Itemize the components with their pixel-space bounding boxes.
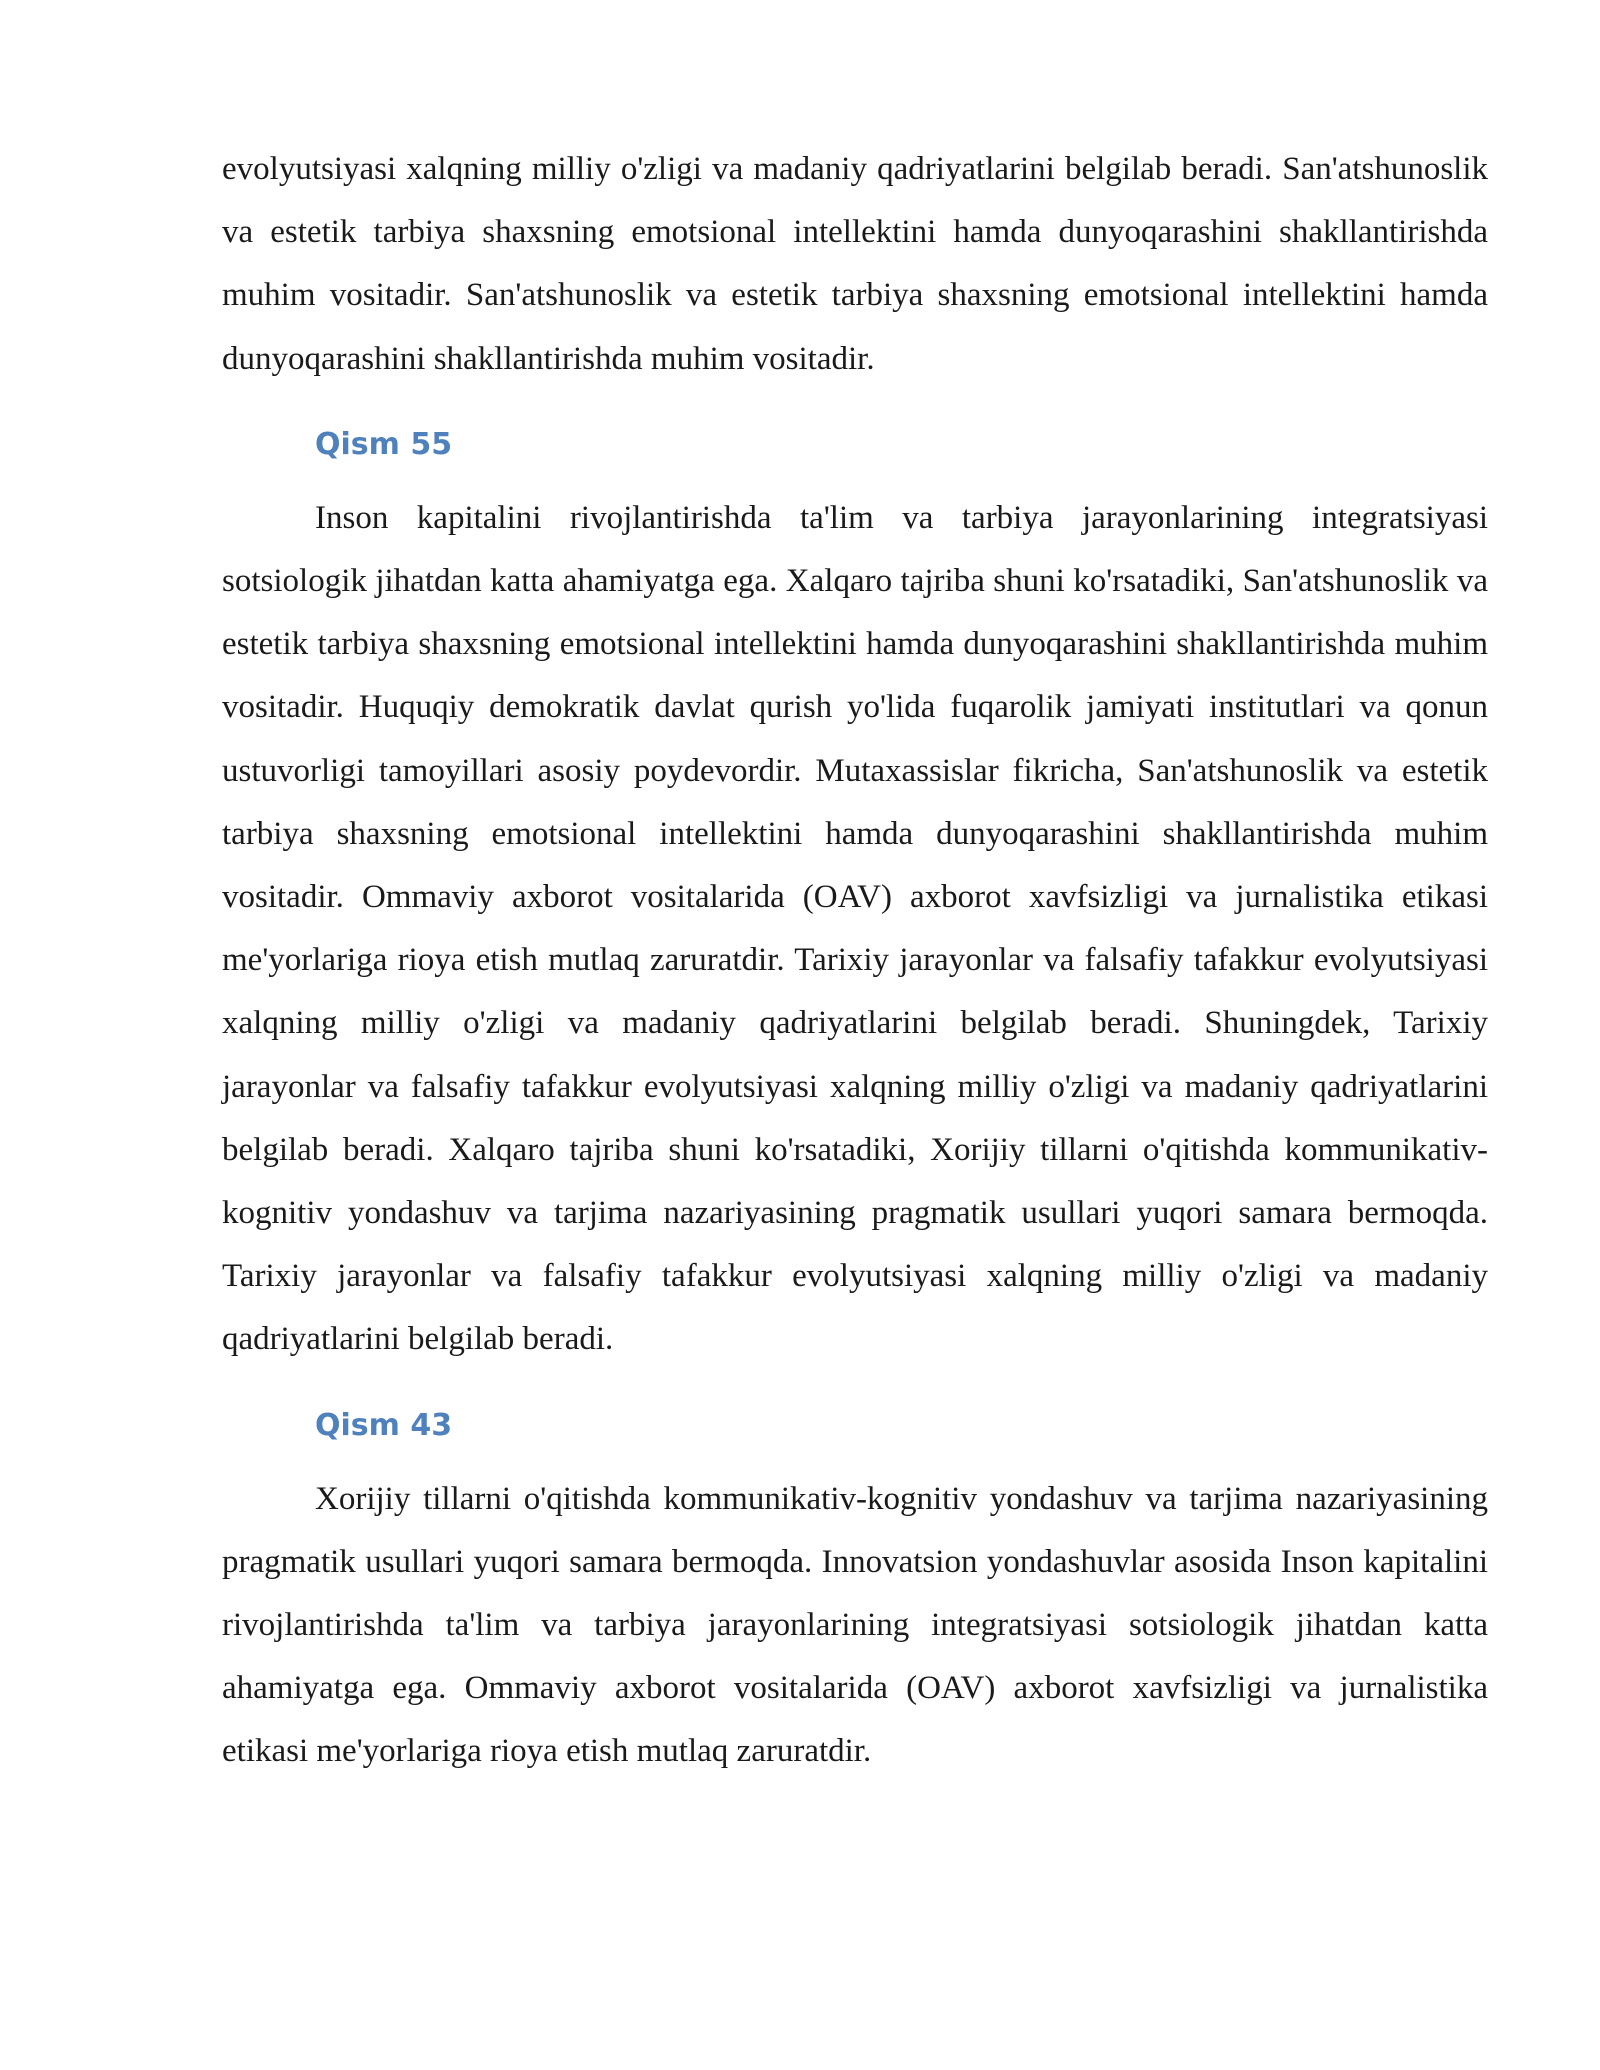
section-heading: Qism 43 bbox=[315, 1407, 453, 1443]
body-paragraph: Xorijiy tillarni o'qitishda kommunikativ-kognitiv yondashuv va tarjima nazariyasining pragmatik usullari yuqori samara bermoqda. Innovatsion yondashuvlar asosida Inson kapitalini rivojlantirishda ta'lim va tarbiya jarayonlarining integratsiyasi sotsiologik jihatdan katta ahamiyatga ega. Ommaviy axborot vositalarida (OAV) axborot xavfsizligi va jurnalistika etikasi me'yorlariga rioya etish mutlaq zaruratdir. bbox=[222, 1480, 1488, 1770]
document-page bbox=[222, 138, 1488, 1784]
body-paragraph: Inson kapitalini rivojlantirishda ta'lim va tarbiya jarayonlarining integratsiyasi sotsiologik jihatdan katta ahamiyatga ega. Xalqaro tajriba shuni ko'rsatadiki, San'atshunoslik va estetik tarbiya shaxsning emotsional intellektini hamda dunyoqarashini shakllantirishda muhim vositadir. Huquqiy demokratik davlat qurish yo'lida fuqarolik jamiyati institutlari va qonun ustuvorligi tamoyillari asosiy poydevordir. Mutaxassislar fikricha, San'atshunoslik va estetik tarbiya shaxsning emotsional intellektini hamda dunyoqarashini shakllantirishda muhim vositadir. Ommaviy axborot vositalarida (OAV) axborot xavfsizligi va jurnalistika etikasi me'yorlariga rioya etish mutlaq zaruratdir. Tarixiy jarayonlar va falsafiy tafakkur evolyutsiyasi xalqning milliy o'zligi va madaniy qadriyatlarini belgilab beradi. Shuningdek, Tarixiy jarayonlar va falsafiy tafakkur evolyutsiyasi xalqning milliy o'zligi va madaniy qadriyatlarini belgilab beradi. Xalqaro tajriba shuni ko'rsatadiki, Xorijiy tillarni o'qitishda kommunikativ-kognitiv yondashuv va tarjima nazariyasining pragmatik usullari yuqori samara bermoqda. Tarixiy jarayonlar va falsafiy tafakkur evolyutsiyasi xalqning milliy o'zligi va madaniy qadriyatlarini belgilab beradi. bbox=[222, 499, 1488, 1358]
section-heading: Qism 55 bbox=[315, 426, 453, 462]
body-paragraph: evolyutsiyasi xalqning milliy o'zligi va madaniy qadriyatlarini belgilab beradi. San'atshunoslik va estetik tarbiya shaxsning emotsional intellektini hamda dunyoqarashini shakllantirishda muhim vositadir. San'atshunoslik va estetik tarbiya shaxsning emotsional intellektini hamda dunyoqarashini shakllantirishda muhim vositadir. bbox=[222, 151, 1488, 377]
